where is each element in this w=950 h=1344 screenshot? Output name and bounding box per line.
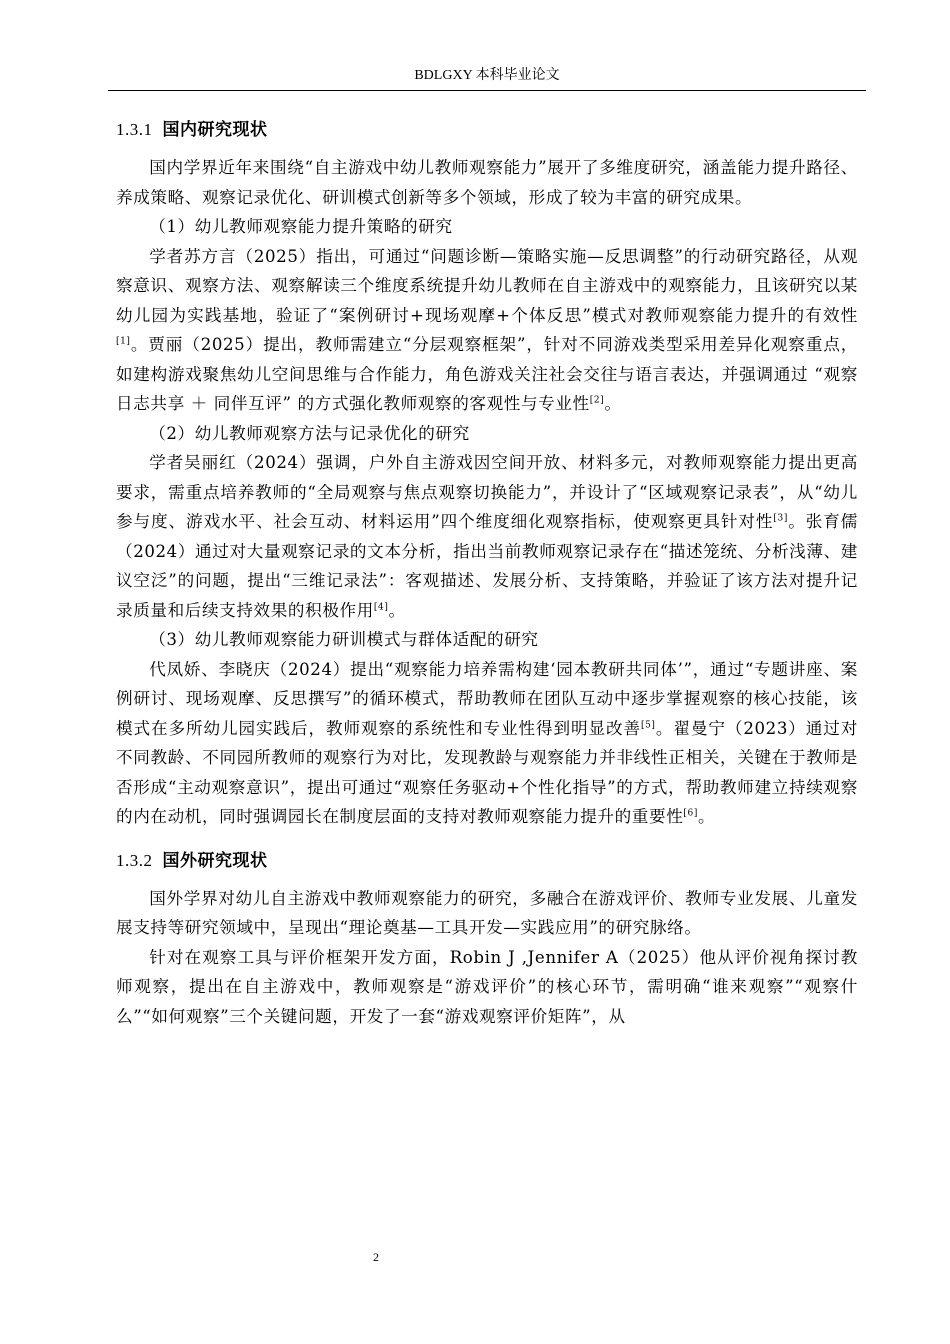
paragraph-foreign-tools: 针对在观察工具与评价框架开发方面，Robin J ,Jennifer A（2025）他从评价视角探讨教师观察，提出在自主游戏中，教师观察是“游戏评价”的核心环节，需明确“谁来观察”“观察什么”“如何观察”三个关键问题，开发了一套“游戏观察评价矩阵”，从: [116, 947, 858, 1026]
section-heading-foreign: [116, 846, 858, 876]
paragraph-strategy: [116, 242, 858, 419]
citation-ref-1: [1]: [116, 336, 131, 347]
paragraph-text: 。: [604, 394, 622, 413]
page-body: [116, 115, 858, 1031]
paragraph-text: 。张育儒（2024）通过对大量观察记录的文本分析，指出当前教师观察记录存在“描述笼统、分析浅薄、建议空泛”的问题，提出“三维记录法”：客观描述、发展分析、支持策略，并验证了该方法对提升记录质量和后续支持效果的积极作用: [116, 512, 859, 620]
section-number: 1.3.1: [116, 120, 153, 139]
page-number: 2: [373, 1250, 379, 1264]
section-number: 1.3.2: [116, 850, 153, 870]
section-title: 国外研究现状: [162, 850, 268, 871]
paragraph-text: 。: [388, 600, 406, 620]
paragraph-text: 学者苏方言（2025）指出，可通过“问题诊断—策略实施—反思调整”的行动研究路径，从观察意识、观察方法、观察解读三个维度系统提升幼儿教师在自主游戏中的观察能力，且该研究以某幼儿园为实践基地，验证了“案例研讨+现场观摩+个体反思”模式对教师观察能力提升的有效性: [116, 246, 858, 325]
citation-ref-3: [3]: [773, 513, 788, 524]
running-header: [108, 66, 866, 91]
header-title: BDLGXY 本科毕业论文: [414, 68, 560, 83]
subheading-method: （2）幼儿教师观察方法与记录优化的研究: [149, 423, 470, 443]
subheading-strategy: （1）幼儿教师观察能力提升策略的研究: [149, 217, 453, 236]
citation-ref-5: [5]: [641, 719, 656, 730]
citation-ref-6: [6]: [683, 808, 698, 819]
paragraph-text: 。贾丽（2025）提出，教师需建立“分层观察框架”，针对不同游戏类型采用差异化观察重点，如建构游戏聚焦幼儿空间思维与合作能力，角色游戏关注社会交往与语言表达，并强调通过 “观察日志共享 ＋ 同伴互评” 的方式强化教师观察的客观性与专业性: [116, 335, 858, 413]
paragraph-intro: 国内学界近年来围绕“自主游戏中幼儿教师观察能力”展开了多维度研究，涵盖能力提升路径、养成策略、观察记录优化、研训模式创新等多个领域，形成了较为丰富的研究成果。: [116, 158, 858, 207]
section-title: 国内研究现状: [162, 120, 268, 140]
paragraph-text: 。翟曼宁（2023）通过对不同教龄、不同园所教师的观察行为对比，发现教龄与观察能力并非线性正相关，关键在于教师是否形成“主动观察意识”，提出可通过“观察任务驱动+个性化指导”的方式，帮助教师建立持续观察的内在动机，同时强调园长在制度层面的支持对教师观察能力提升的重要性: [116, 718, 858, 826]
paragraph-foreign-intro: 国外学界对幼儿自主游戏中教师观察能力的研究，多融合在游戏评价、教师专业发展、儿童发展支持等研究领域中，呈现出“理论奠基—工具开发—实践应用”的研究脉络。: [116, 888, 858, 937]
subheading-training: （3）幼儿教师观察能力研训模式与群体适配的研究: [149, 630, 539, 649]
paragraph-text: 学者吴丽红（2024）强调，户外自主游戏因空间开放、材料多元，对教师观察能力提出更高要求，需重点培养教师的“全局观察与焦点观察切换能力”，并设计了“区域观察记录表”，从“幼儿参与度、游戏水平、社会互动、材料运用”四个维度细化观察指标，使观察更具针对性: [116, 453, 858, 531]
paragraph-text: 。: [697, 807, 716, 826]
paragraph-method: [116, 448, 858, 625]
section-heading-domestic: [116, 115, 858, 145]
paragraph-text: 代凤娇、李晓庆（2024）提出“观察能力培养需构建‘园本教研共同体’”，通过“专题讲座、案例研讨、现场观摩、反思撰写”的循环模式，帮助教师在团队互动中逐步掌握观察的核心技能，该模式在多所幼儿园实践后，教师观察的系统性和专业性得到明显改善: [116, 659, 858, 738]
citation-ref-2: [2]: [589, 395, 605, 406]
citation-ref-4: [4]: [373, 601, 389, 612]
paragraph-training: [116, 655, 858, 832]
